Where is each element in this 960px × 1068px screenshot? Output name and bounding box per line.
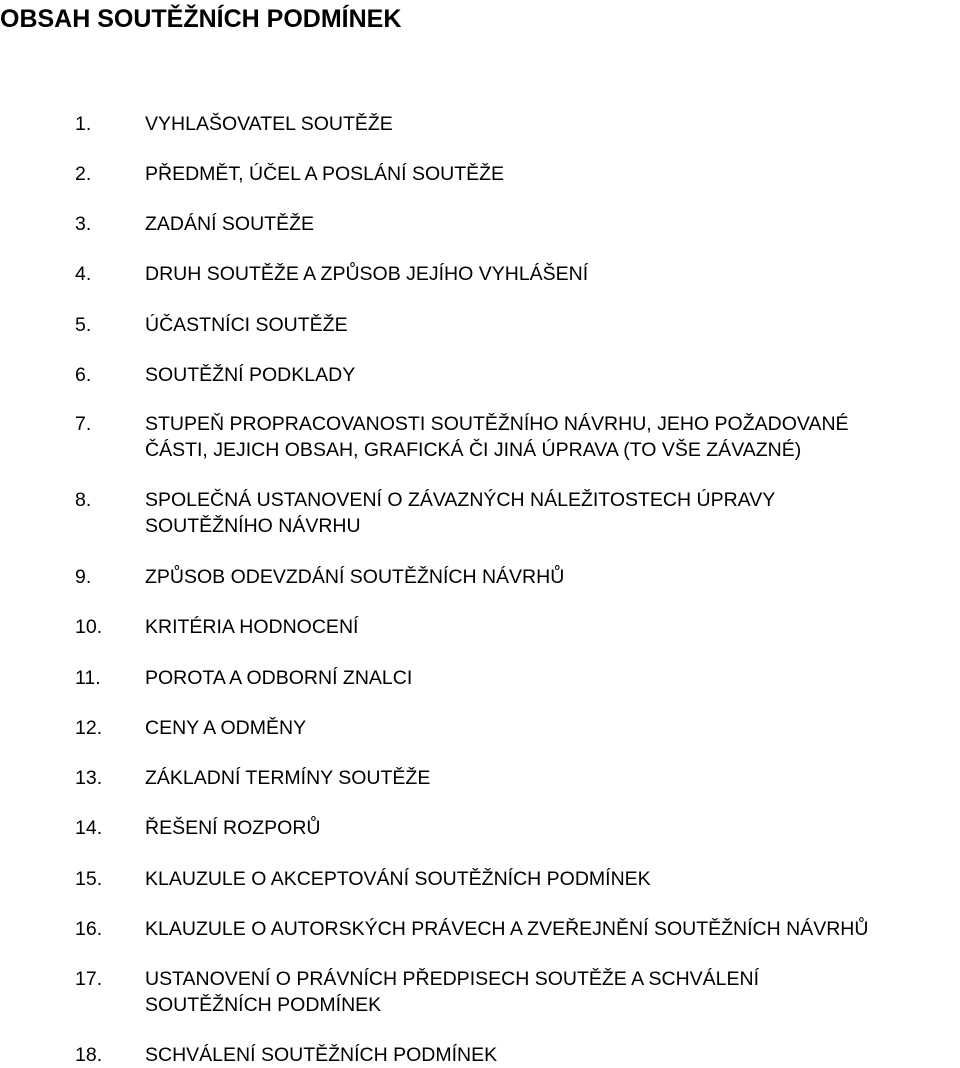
toc-item-number: 12. bbox=[75, 717, 103, 739]
toc-item-text: SPOLEČNÁ USTANOVENÍ O ZÁVAZNÝCH NÁLEŽITOSTECH ÚPRAVY SOUTĚŽNÍHO NÁVRHU bbox=[145, 489, 776, 537]
toc-item-number: 10. bbox=[75, 616, 103, 638]
toc-item-text: ZPŮSOB ODEVZDÁNÍ SOUTĚŽNÍCH NÁVRHŮ bbox=[145, 566, 565, 588]
toc-item-number: 14. bbox=[75, 817, 103, 839]
toc-item-text: ZÁKLADNÍ TERMÍNY SOUTĚŽE bbox=[145, 767, 431, 789]
toc-item-number: 18. bbox=[75, 1044, 103, 1066]
toc-item-text: VYHLAŠOVATEL SOUTĚŽE bbox=[145, 113, 393, 135]
toc-item-number: 8. bbox=[75, 489, 92, 511]
toc-item-number: 4. bbox=[75, 263, 92, 285]
toc-item-text: ŘEŠENÍ ROZPORŮ bbox=[145, 817, 321, 839]
toc-item-number: 1. bbox=[75, 113, 92, 135]
toc-item-number: 17. bbox=[75, 968, 103, 990]
toc-item-number: 9. bbox=[75, 566, 92, 588]
toc-item-number: 15. bbox=[75, 868, 103, 890]
toc-item-text: POROTA A ODBORNÍ ZNALCI bbox=[145, 667, 413, 689]
toc-item-number: 13. bbox=[75, 767, 103, 789]
toc-item-number: 3. bbox=[75, 213, 92, 235]
toc-item-number: 5. bbox=[75, 314, 92, 336]
toc-item-number: 7. bbox=[75, 413, 92, 435]
toc-item-text: USTANOVENÍ O PRÁVNÍCH PŘEDPISECH SOUTĚŽE A SCHVÁLENÍ SOUTĚŽNÍCH PODMÍNEK bbox=[145, 968, 760, 1016]
toc-item-text: KLAUZULE O AKCEPTOVÁNÍ SOUTĚŽNÍCH PODMÍNEK bbox=[145, 868, 651, 890]
document-title: OBSAH SOUTĚŽNÍCH PODMÍNEK bbox=[0, 5, 402, 33]
toc-item-text: ZADÁNÍ SOUTĚŽE bbox=[145, 213, 315, 235]
toc-item-text: KLAUZULE O AUTORSKÝCH PRÁVECH A ZVEŘEJNĚNÍ SOUTĚŽNÍCH NÁVRHŮ bbox=[145, 918, 869, 940]
toc-item-text: PŘEDMĚT, ÚČEL A POSLÁNÍ SOUTĚŽE bbox=[145, 163, 505, 185]
toc-item-text: SOUTĚŽNÍ PODKLADY bbox=[145, 364, 356, 386]
toc-item-number: 16. bbox=[75, 918, 103, 940]
toc-item-number: 11. bbox=[75, 667, 101, 689]
toc-item-number: 2. bbox=[75, 163, 92, 185]
toc-item-text: DRUH SOUTĚŽE A ZPŮSOB JEJÍHO VYHLÁŠENÍ bbox=[145, 263, 589, 285]
toc-item-text: ÚČASTNÍCI SOUTĚŽE bbox=[145, 314, 348, 336]
toc-item-number: 6. bbox=[75, 364, 92, 386]
toc-item-text: SCHVÁLENÍ SOUTĚŽNÍCH PODMÍNEK bbox=[145, 1044, 498, 1066]
toc-item-text: CENY A ODMĚNY bbox=[145, 717, 307, 739]
toc-item-text: KRITÉRIA HODNOCENÍ bbox=[145, 616, 359, 638]
toc-item-text: STUPEŇ PROPRACOVANOSTI SOUTĚŽNÍHO NÁVRHU, JEHO POŽADOVANÉ ČÁSTI, JEJICH OBSAH, GRAFICKÁ ČI JINÁ ÚPRAVA (TO VŠE ZÁVAZNÉ) bbox=[145, 413, 849, 461]
